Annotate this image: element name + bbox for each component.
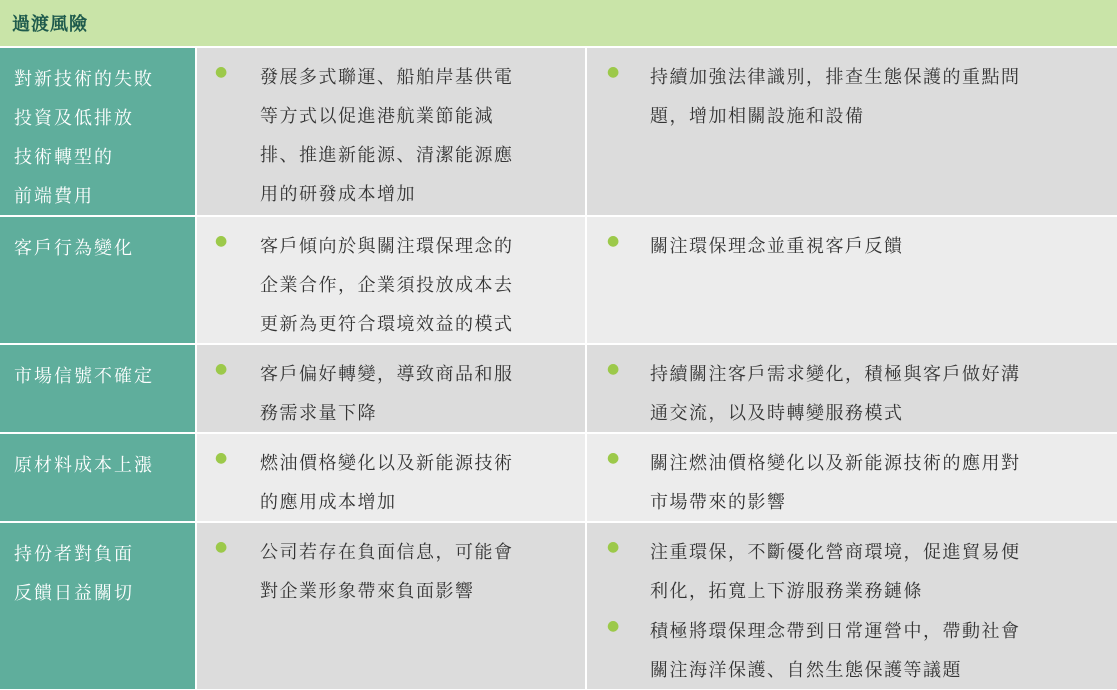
bullet-icon: ● [215,539,228,555]
risk-cell [0,217,195,343]
risk-label: 客戶行為變化 [14,238,134,259]
impact-text: 燃油價格變化以及新能源技術 的應用成本增加 [260,453,514,513]
response-cell [587,434,1117,521]
bullet-icon: ● [607,64,620,80]
table-row [0,523,1117,689]
impact-cell [197,48,585,215]
impact-cell [197,217,585,343]
risk-cell [0,345,195,432]
impact-cell [197,434,585,521]
response-cell [587,345,1117,432]
table-row [0,434,1117,523]
response-cell [587,217,1117,343]
response-text: 積極將環保理念帶到日常運營中，帶動社會 關注海洋保護、自然生態保護等議題 [650,621,1021,681]
bullet-icon: ● [607,361,620,377]
impact-cell [197,523,585,689]
table-row [0,217,1117,345]
risk-cell [0,434,195,521]
bullet-icon: ● [215,64,228,80]
bullet-icon: ● [607,450,620,466]
response-text: 持續關注客戶需求變化，積極與客戶做好溝 通交流，以及時轉變服務模式 [650,364,1021,424]
risk-label: 持份者對負面 反饋日益關切 [14,544,134,604]
response-cell [587,48,1117,215]
response-text: 持續加強法律識別，排查生態保護的重點問 題，增加相關設施和設備 [650,67,1021,127]
table-title: 過渡風險 [12,14,88,35]
table-header [0,0,1117,48]
impact-text: 客戶傾向於與關注環保理念的 企業合作，企業須投放成本去 更新為更符合環境效益的模式 [260,236,514,335]
bullet-icon: ● [607,618,620,634]
impact-text: 客戶偏好轉變，導致商品和服 務需求量下降 [260,364,514,424]
response-cell [587,523,1117,689]
bullet-icon: ● [215,450,228,466]
bullet-icon: ● [607,233,620,249]
bullet-icon: ● [215,233,228,249]
bullet-icon: ● [215,361,228,377]
table-row [0,345,1117,434]
impact-text: 公司若存在負面信息，可能會 對企業形象帶來負面影響 [260,542,514,602]
risk-label: 對新技術的失敗 投資及低排放 技術轉型的 前端費用 [14,69,154,207]
risk-label: 市場信號不確定 [14,366,154,387]
risk-label: 原材料成本上漲 [14,455,154,476]
table-row [0,48,1117,217]
risk-cell [0,523,195,689]
bullet-icon: ● [607,539,620,555]
response-text: 關注燃油價格變化以及新能源技術的應用對 市場帶來的影響 [650,453,1021,513]
impact-text: 發展多式聯運、船舶岸基供電 等方式以促進港航業節能減 排、推進新能源、清潔能源應 用的研發成本增加 [260,67,514,205]
response-text: 關注環保理念並重視客戶反饋 [650,236,904,257]
impact-cell [197,345,585,432]
risk-cell [0,48,195,215]
response-text: 注重環保，不斷優化營商環境，促進貿易便 利化，拓寬上下游服務業務鏈條 [650,542,1021,602]
